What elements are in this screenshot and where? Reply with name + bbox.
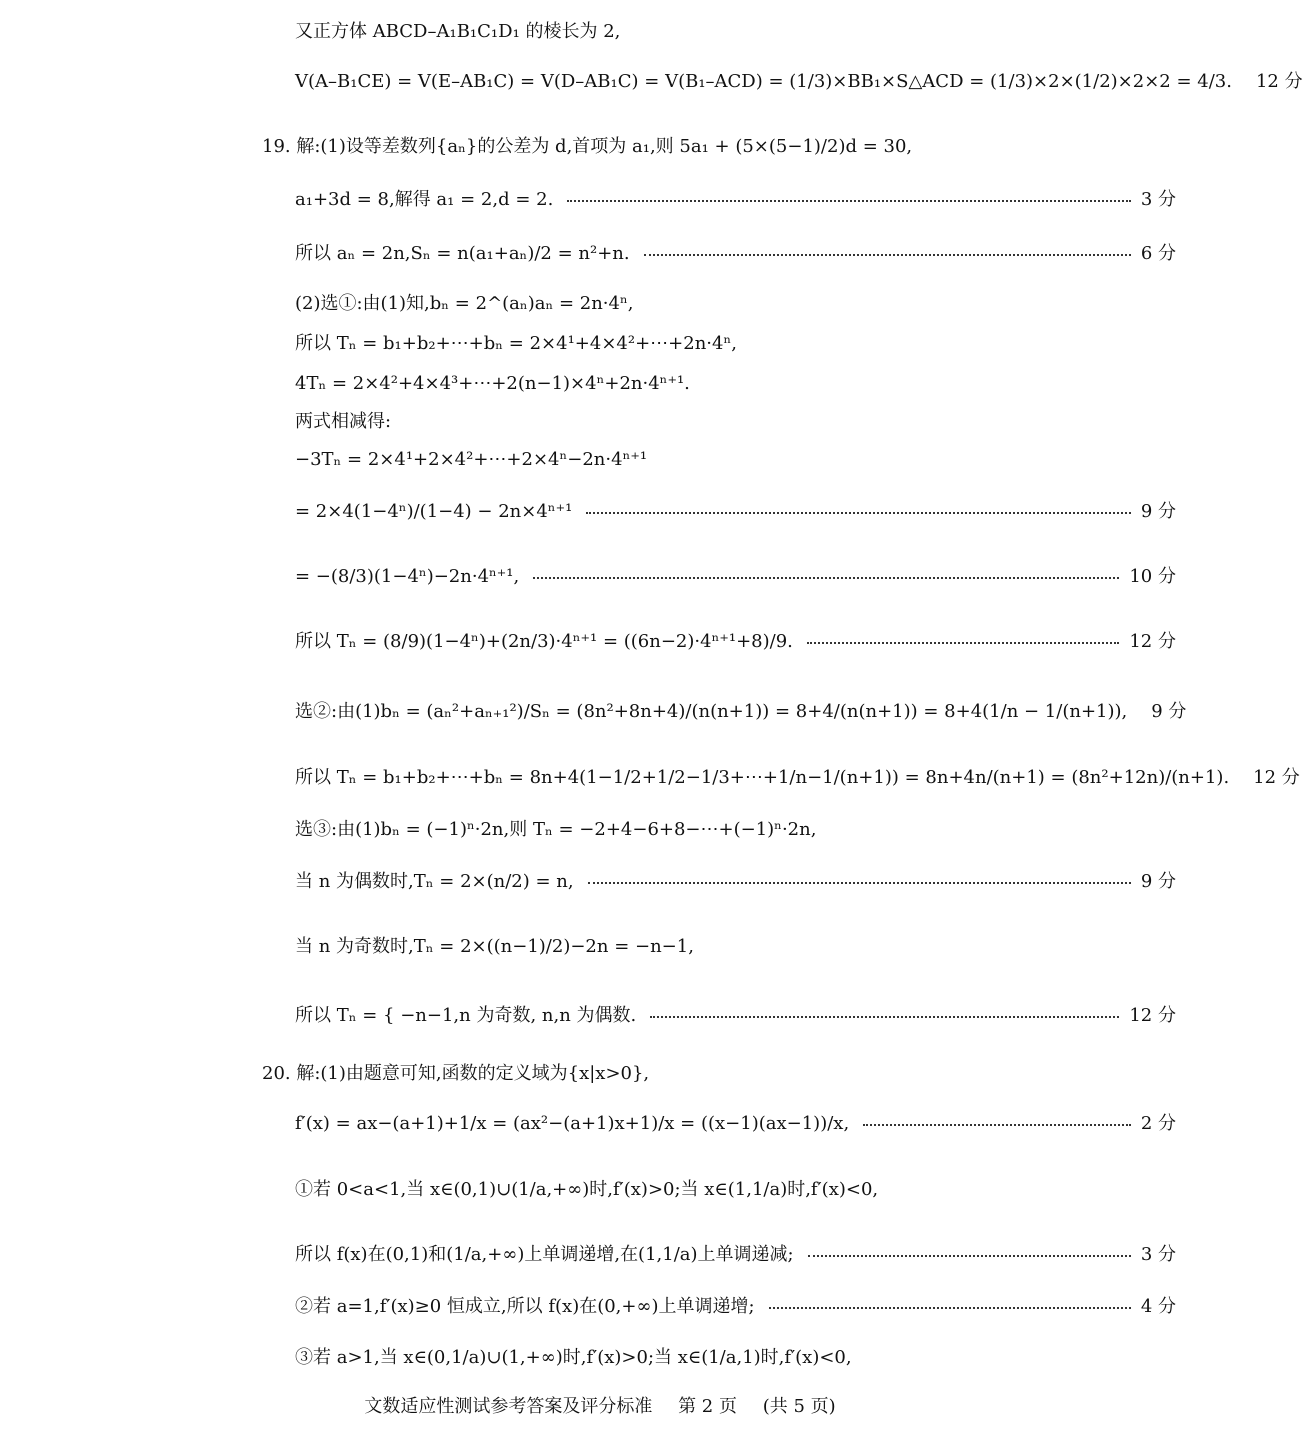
solution-line-17: [295, 870, 1176, 894]
line-text: a₁+3d = 8,解得 a₁ = 2,d = 2.: [295, 189, 554, 210]
solution-line-5: [295, 242, 1176, 266]
score-label: 4 分: [1140, 1296, 1176, 1317]
problem-19-heading: [262, 135, 1176, 159]
solution-line-23: [295, 1243, 1176, 1267]
line-text: V(A–B₁CE) = V(E–AB₁C) = V(D–AB₁C) = V(B₁–ACD) = (1/3)×BB₁×S△ACD = (1/3)×2×(1/2)×2×2 = 4/3.: [295, 71, 1232, 92]
solution-line-11: [295, 500, 1176, 524]
score-label: 12 分: [1255, 71, 1303, 92]
line-text: 所以 Tₙ = b₁+b₂+⋯+bₙ = 2×4¹+4×4²+⋯+2n·4ⁿ,: [295, 333, 737, 354]
score-label: 3 分: [1140, 189, 1176, 210]
line-text: 20. 解:(1)由题意可知,函数的定义域为{x|x>0},: [262, 1063, 650, 1084]
line-text: 又正方体 ABCD–A₁B₁C₁D₁ 的棱长为 2,: [295, 21, 621, 42]
leader-dots: [863, 1114, 1131, 1126]
line-text: = 2×4(1−4ⁿ)/(1−4) − 2n×4ⁿ⁺¹: [295, 501, 573, 522]
problem-20-heading: [262, 1062, 1176, 1086]
score-label: 12 分: [1253, 767, 1300, 788]
line-text: ①若 0<a<1,当 x∈(0,1)∪(1/a,+∞)时,f′(x)>0;当 x∈(1,1/a)时,f′(x)<0,: [295, 1179, 879, 1200]
score-label: 9 分: [1140, 501, 1176, 522]
leader-dots: [533, 567, 1119, 579]
line-text: 19. 解:(1)设等差数列{aₙ}的公差为 d,首项为 a₁,则 5a₁ + (5×(5−1)/2)d = 30,: [262, 136, 913, 157]
solution-line-14: [295, 700, 1187, 724]
line-text: 所以 Tₙ = b₁+b₂+⋯+bₙ = 8n+4(1−1/2+1/2−1/3+⋯+1/n−1/(n+1)) = 8n+4n/(n+1) = (8n²+12n)/(n+1).: [295, 767, 1230, 788]
solution-line-10: [295, 448, 1176, 472]
line-text: f′(x) = ax−(a+1)+1/x = (ax²−(a+1)x+1)/x = ((x−1)(ax−1))/x,: [295, 1113, 850, 1134]
score-label: 9 分: [1151, 701, 1187, 722]
line-text: 选③:由(1)bₙ = (−1)ⁿ·2n,则 Tₙ = −2+4−6+8−⋯+(−1)ⁿ·2n,: [295, 819, 817, 840]
score-label: 12 分: [1129, 631, 1176, 652]
solution-line-21: [295, 1112, 1176, 1136]
line-text: 选②:由(1)bₙ = (aₙ²+aₙ₊₁²)/Sₙ = (8n²+8n+4)/(n(n+1)) = 8+4/(n(n+1)) = 8+4(1/n − 1/(n+1)),: [295, 701, 1128, 722]
score-label: 12 分: [1129, 1005, 1176, 1026]
solution-line-8: [295, 372, 1176, 396]
line-text: (2)选①:由(1)知,bₙ = 2^(aₙ)aₙ = 2n·4ⁿ,: [295, 293, 634, 314]
solution-line-15: [295, 766, 1300, 790]
score-label: 10 分: [1129, 566, 1176, 587]
solution-line-4: [295, 188, 1176, 212]
footer-page-number: 第 2 页: [678, 1396, 737, 1417]
line-text: 所以 aₙ = 2n,Sₙ = n(a₁+aₙ)/2 = n²+n.: [295, 243, 630, 264]
score-label: 6 分: [1140, 243, 1176, 264]
leader-dots: [769, 1297, 1131, 1309]
leader-dots: [588, 872, 1131, 884]
solution-line-1: [295, 20, 1176, 44]
solution-line-9: [295, 410, 1176, 434]
score-label: 9 分: [1140, 871, 1176, 892]
footer-total-pages: (共 5 页): [762, 1396, 836, 1417]
solution-line-19: [295, 1004, 1176, 1028]
leader-dots: [807, 632, 1119, 644]
solution-line-7: [295, 332, 1176, 356]
line-text: = −(8/3)(1−4ⁿ)−2n·4ⁿ⁺¹,: [295, 566, 520, 587]
solution-line-6: [295, 292, 1176, 316]
footer-title: 文数适应性测试参考答案及评分标准: [364, 1396, 653, 1417]
leader-dots: [644, 244, 1131, 256]
score-label: 3 分: [1140, 1244, 1176, 1265]
line-text: 所以 Tₙ = (8/9)(1−4ⁿ)+(2n/3)·4ⁿ⁺¹ = ((6n−2)·4ⁿ⁺¹+8)/9.: [295, 631, 793, 652]
line-text: 所以 f(x)在(0,1)和(1/a,+∞)上单调递增,在(1,1/a)上单调递减;: [295, 1244, 794, 1265]
line-text: 4Tₙ = 2×4²+4×4³+⋯+2(n−1)×4ⁿ+2n·4ⁿ⁺¹.: [295, 373, 690, 394]
line-text: −3Tₙ = 2×4¹+2×4²+⋯+2×4ⁿ−2n·4ⁿ⁺¹: [295, 449, 648, 470]
line-text: 两式相减得:: [295, 411, 392, 432]
solution-line-2: [295, 70, 1303, 94]
page-footer: [0, 1392, 1200, 1418]
solution-line-22: [295, 1178, 1176, 1202]
leader-dots: [586, 502, 1131, 514]
line-text: ②若 a=1,f′(x)≥0 恒成立,所以 f(x)在(0,+∞)上单调递增;: [295, 1296, 755, 1317]
solution-line-18: [295, 935, 1176, 959]
line-text: 所以 Tₙ = { −n−1,n 为奇数, n,n 为偶数.: [295, 1005, 637, 1026]
leader-dots: [567, 190, 1131, 202]
solution-line-25: [295, 1346, 1176, 1370]
solution-line-24: [295, 1295, 1176, 1319]
leader-dots: [650, 1006, 1119, 1018]
solution-line-13: [295, 630, 1176, 654]
solution-line-16: [295, 818, 1176, 842]
score-label: 2 分: [1140, 1113, 1176, 1134]
line-text: 当 n 为偶数时,Tₙ = 2×(n/2) = n,: [295, 871, 574, 892]
solution-line-12: [295, 565, 1176, 589]
line-text: ③若 a>1,当 x∈(0,1/a)∪(1,+∞)时,f′(x)>0;当 x∈(1/a,1)时,f′(x)<0,: [295, 1347, 852, 1368]
leader-dots: [808, 1245, 1131, 1257]
line-text: 当 n 为奇数时,Tₙ = 2×((n−1)/2)−2n = −n−1,: [295, 936, 694, 957]
